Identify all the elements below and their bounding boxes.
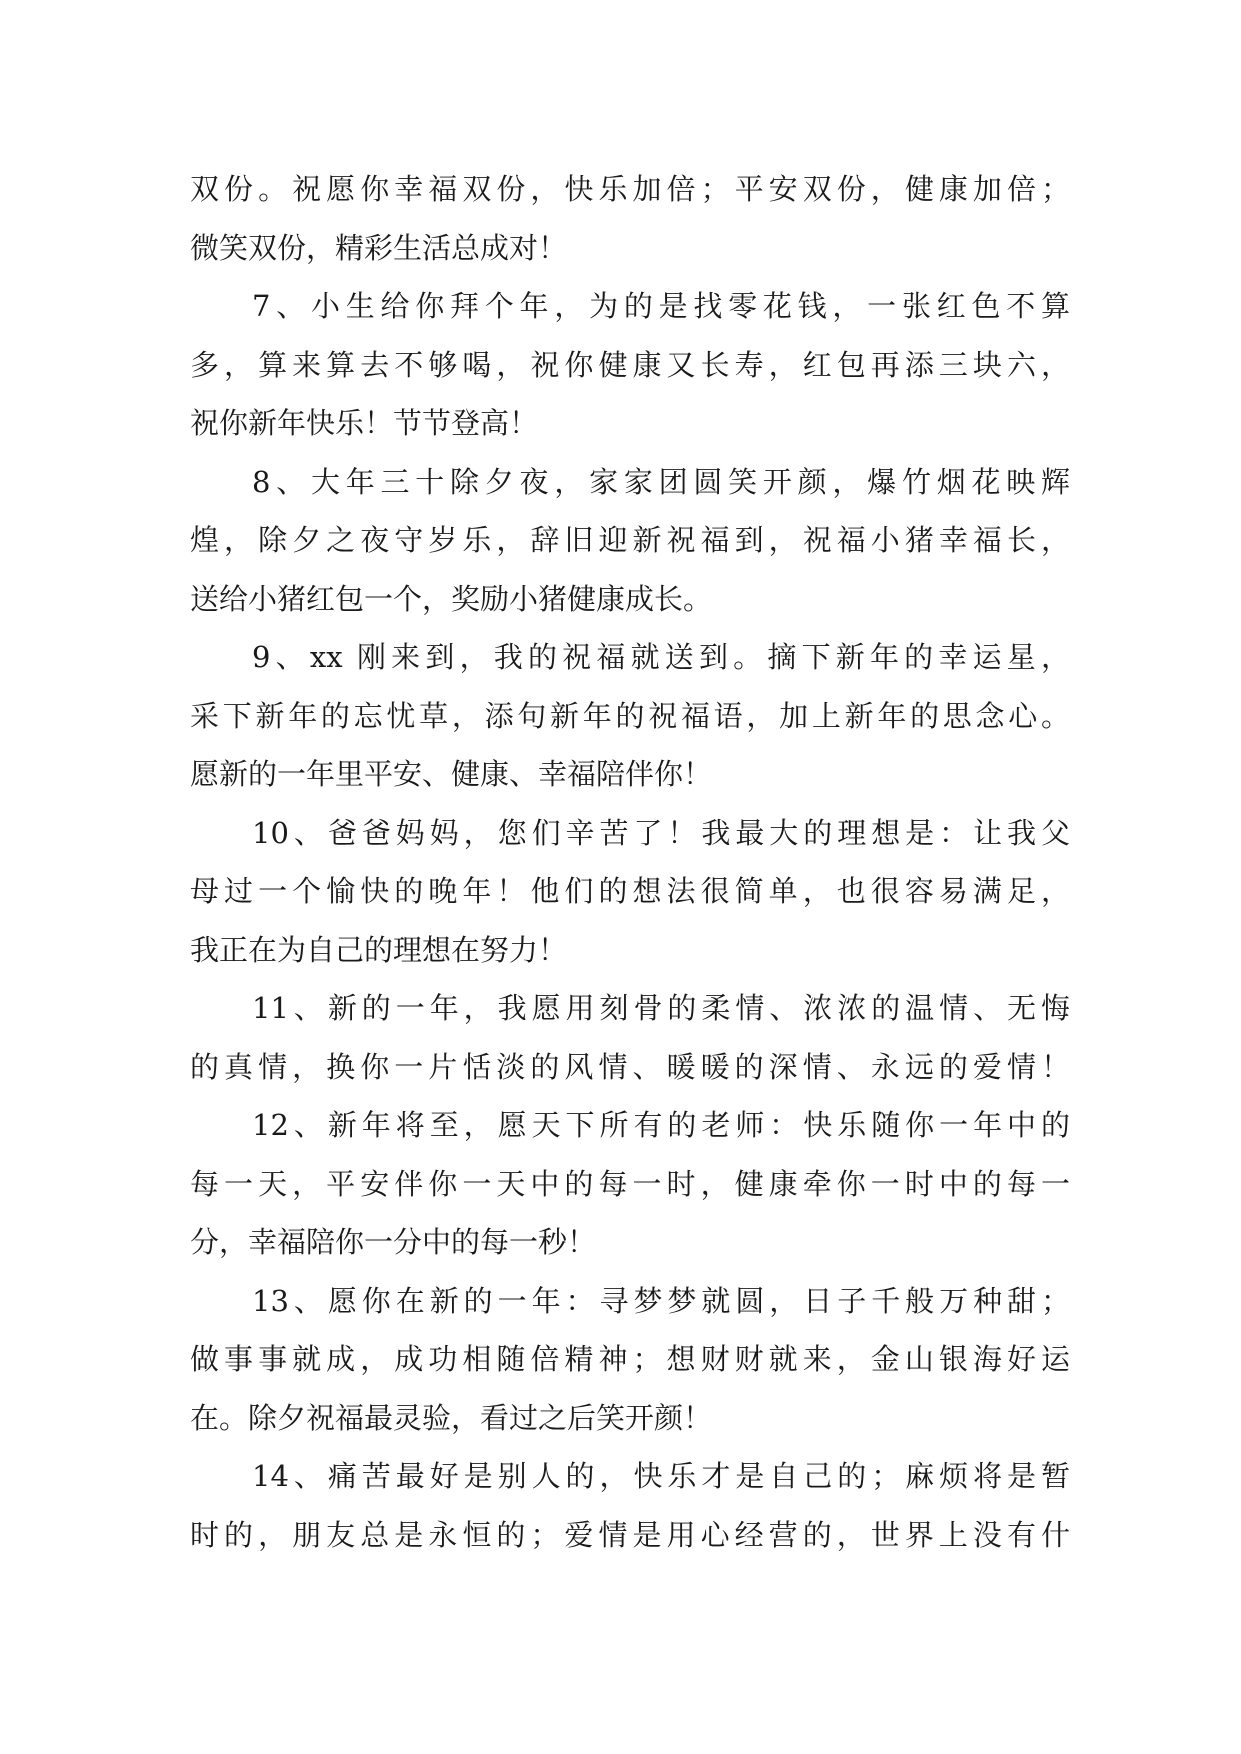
paragraph-7-line: 7、小生给你拜个年，为的是找零花钱，一张红色不算 [252, 289, 1070, 323]
paragraph-12-line: 每一天，平安伴你一天中的每一时，健康牵你一时中的每一 [190, 1166, 1070, 1201]
paragraph-9-line: 愿新的一年里平安、健康、幸福陪伴你！ [190, 757, 713, 791]
paragraph-7-line: 祝你新年快乐！节节登高！ [190, 406, 539, 440]
paragraph-11-line: 的真情，换你一片恬淡的风情、暖暖的深情、永远的爱情！ [190, 1049, 1070, 1084]
paragraph-14-line: 时的，朋友总是永恒的；爱情是用心经营的，世界上没有什 [190, 1517, 1070, 1552]
paragraph-8-line: 煌，除夕之夜守岁乐，辞旧迎新祝福到，祝福小猪幸福长， [190, 523, 1070, 557]
paragraph-10-line: 我正在为自己的理想在努力！ [190, 932, 568, 967]
paragraph-8-line: 送给小猪红包一个，奖励小猪健康成长。 [190, 581, 713, 616]
paragraph-10-line: 10、爸爸妈妈，您们辛苦了！我最大的理想是：让我父 [252, 815, 1070, 850]
paragraph-13-line: 在。除夕祝福最灵验，看过之后笑开颜！ [190, 1400, 713, 1435]
text-line: 双份。祝愿你幸福双份，快乐加倍；平安双份，健康加倍； [190, 172, 1070, 206]
paragraph-12-line: 12、新年将至，愿天下所有的老师：快乐随你一年中的 [252, 1108, 1070, 1142]
text-line: 微笑双份，精彩生活总成对！ [190, 230, 568, 265]
paragraph-13-line: 13、愿你在新的一年：寻梦梦就圆，日子千般万种甜； [252, 1283, 1070, 1318]
paragraph-11-line: 11、新的一年，我愿用刻骨的柔情、浓浓的温情、无悔 [252, 991, 1070, 1025]
paragraph-9-line: 9、xx 刚来到，我的祝福就送到。摘下新年的幸运星， [252, 640, 1070, 674]
document-body [190, 160, 1070, 1564]
paragraph-9-line: 采下新年的忘忧草，添句新年的祝福语，加上新年的思念心。 [190, 698, 1070, 733]
paragraph-13-line: 做事事就成，成功相随倍精神；想财财就来，金山银海好运 [190, 1342, 1070, 1376]
paragraph-8-line: 8、大年三十除夕夜，家家团圆笑开颜，爆竹烟花映辉 [252, 464, 1070, 499]
paragraph-7-line: 多，算来算去不够喝，祝你健康又长寿，红包再添三块六， [190, 347, 1070, 382]
paragraph-14-line: 14、痛苦最好是别人的，快乐才是自己的；麻烦将是暂 [252, 1459, 1070, 1493]
paragraph-10-line: 母过一个愉快的晚年！他们的想法很简单，也很容易满足， [190, 874, 1070, 908]
paragraph-12-line: 分，幸福陪你一分中的每一秒！ [190, 1225, 597, 1259]
